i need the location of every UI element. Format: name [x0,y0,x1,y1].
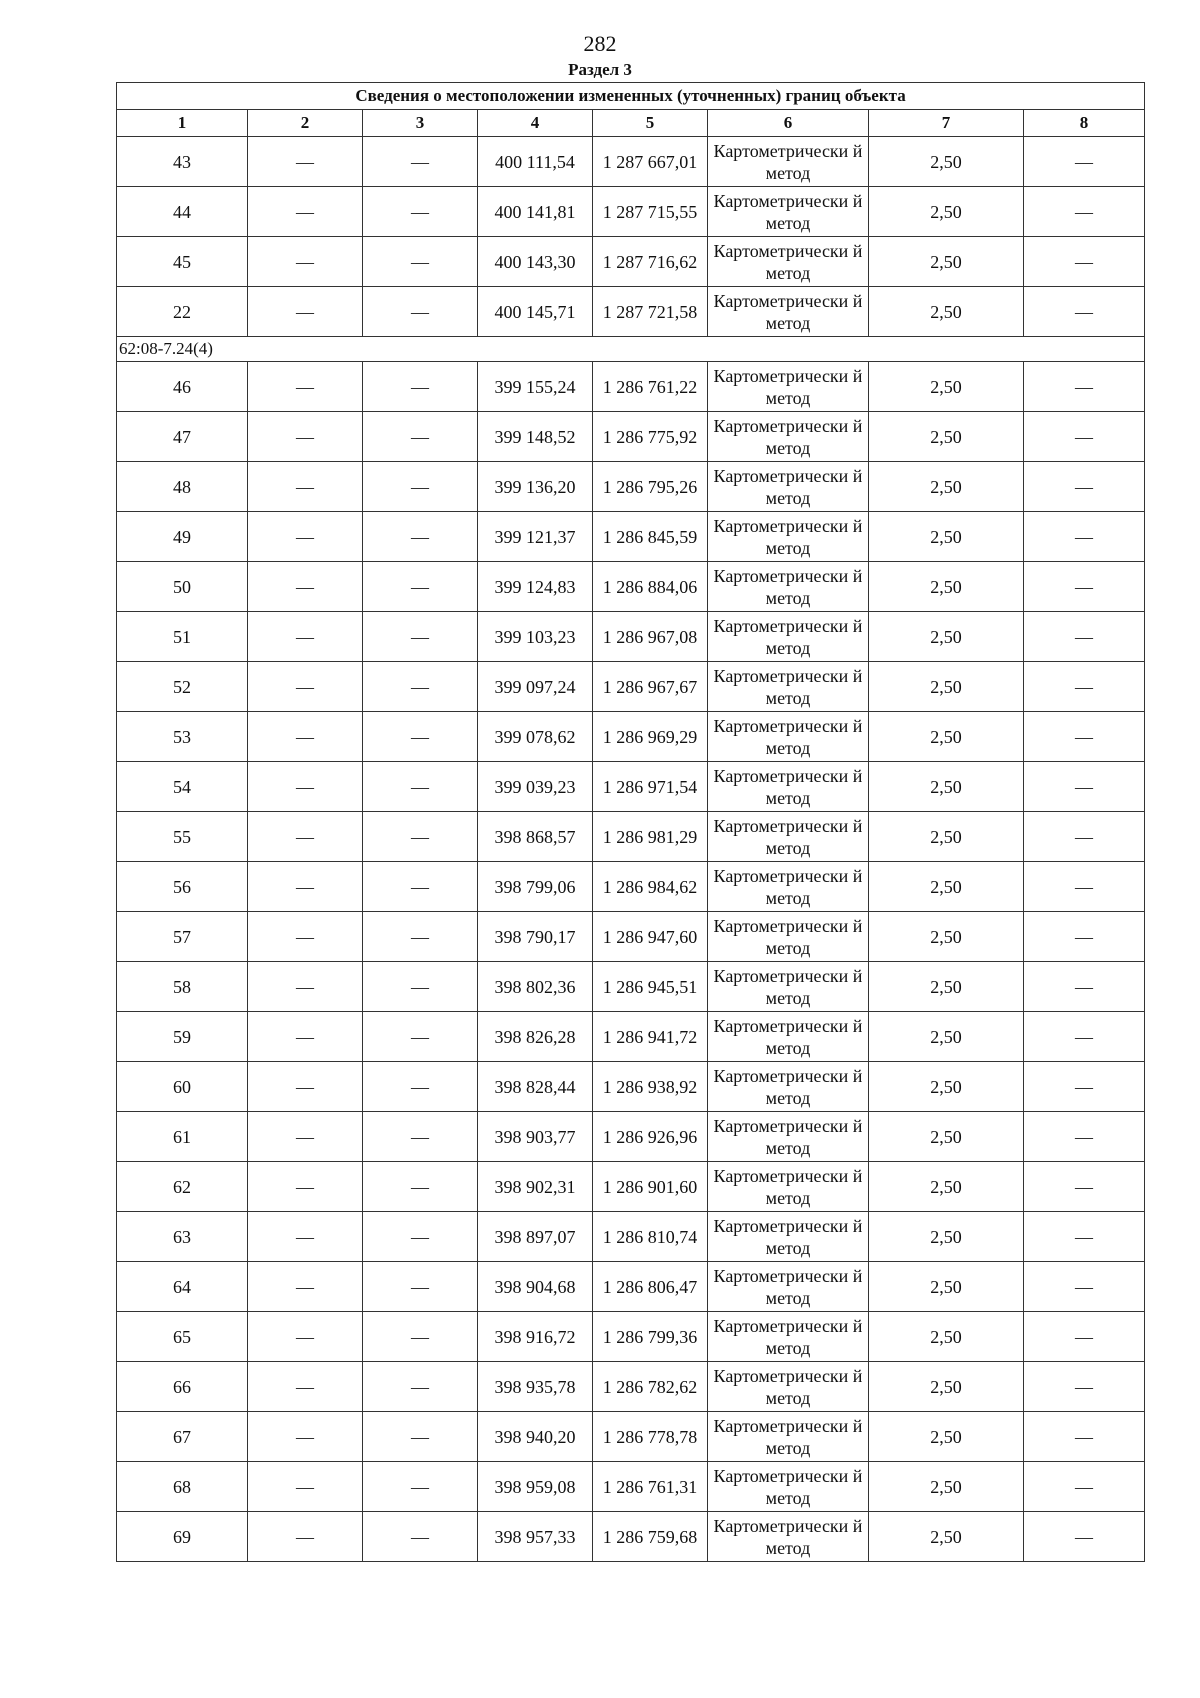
cell-col8: — [1024,662,1145,712]
accuracy: 2,50 [869,462,1024,512]
method: Картометрически й метод [708,612,869,662]
cell-col2: — [248,512,363,562]
accuracy: 2,50 [869,187,1024,237]
cell-col8: — [1024,1062,1145,1112]
coord-x: 398 868,57 [478,812,593,862]
cell-col8: — [1024,187,1145,237]
table-row [117,512,1145,562]
cell-col8: — [1024,512,1145,562]
method: Картометрически й метод [708,137,869,187]
accuracy: 2,50 [869,912,1024,962]
method: Картометрически й метод [708,1462,869,1512]
section-title: Раздел 3 [568,60,632,79]
cell-col3: — [363,287,478,337]
coord-x: 399 121,37 [478,512,593,562]
accuracy: 2,50 [869,237,1024,287]
cell-col3: — [363,912,478,962]
cell-col3: — [363,1162,478,1212]
cell-col2: — [248,362,363,412]
coord-x: 399 155,24 [478,362,593,412]
table-row [117,662,1145,712]
cell-col8: — [1024,762,1145,812]
method: Картометрически й метод [708,1512,869,1562]
point-number: 55 [117,812,248,862]
table-row [117,1412,1145,1462]
column-header: 7 [869,110,1024,137]
table-row [117,612,1145,662]
cell-col3: — [363,412,478,462]
cell-col3: — [363,562,478,612]
method: Картометрически й метод [708,412,869,462]
cell-col3: — [363,1212,478,1262]
coord-y: 1 286 806,47 [593,1262,708,1312]
accuracy: 2,50 [869,1012,1024,1062]
cell-col8: — [1024,1262,1145,1312]
method: Картометрически й метод [708,1062,869,1112]
method: Картометрически й метод [708,462,869,512]
coord-x: 399 039,23 [478,762,593,812]
point-number: 56 [117,862,248,912]
coord-y: 1 286 761,22 [593,362,708,412]
accuracy: 2,50 [869,1312,1024,1362]
coord-x: 399 097,24 [478,662,593,712]
cell-col2: — [248,762,363,812]
table-row [117,462,1145,512]
coord-x: 400 111,54 [478,137,593,187]
coord-x: 398 790,17 [478,912,593,962]
point-number: 47 [117,412,248,462]
coord-y: 1 286 778,78 [593,1412,708,1462]
method: Картометрически й метод [708,1312,869,1362]
accuracy: 2,50 [869,612,1024,662]
cell-col2: — [248,412,363,462]
table-caption: Сведения о местоположении измененных (уточненных) границ объекта [117,83,1145,110]
table-row [117,412,1145,462]
table-row [117,1012,1145,1062]
coord-x: 400 145,71 [478,287,593,337]
accuracy: 2,50 [869,812,1024,862]
coord-x: 398 957,33 [478,1512,593,1562]
column-header: 3 [363,110,478,137]
cell-col3: — [363,1512,478,1562]
point-number: 53 [117,712,248,762]
point-number: 22 [117,287,248,337]
cell-col8: — [1024,362,1145,412]
cell-col2: — [248,1462,363,1512]
cell-col2: — [248,912,363,962]
coord-y: 1 286 981,29 [593,812,708,862]
coord-x: 400 141,81 [478,187,593,237]
accuracy: 2,50 [869,1162,1024,1212]
column-header: 5 [593,110,708,137]
point-number: 67 [117,1412,248,1462]
coord-x: 398 802,36 [478,962,593,1012]
table-row [117,912,1145,962]
coord-x: 399 148,52 [478,412,593,462]
coord-y: 1 286 810,74 [593,1212,708,1262]
table-row [117,287,1145,337]
column-header: 6 [708,110,869,137]
point-number: 69 [117,1512,248,1562]
coord-y: 1 287 721,58 [593,287,708,337]
table-row [117,712,1145,762]
table-row [117,362,1145,412]
coord-y: 1 286 969,29 [593,712,708,762]
accuracy: 2,50 [869,287,1024,337]
method: Картометрически й метод [708,1112,869,1162]
cell-col8: — [1024,812,1145,862]
cell-col3: — [363,1262,478,1312]
method: Картометрически й метод [708,812,869,862]
point-number: 65 [117,1312,248,1362]
cell-col2: — [248,1112,363,1162]
cell-col8: — [1024,1162,1145,1212]
point-number: 59 [117,1012,248,1062]
coord-x: 398 935,78 [478,1362,593,1412]
cell-col3: — [363,1012,478,1062]
table-row [117,1162,1145,1212]
cell-col8: — [1024,1512,1145,1562]
table-row [117,1262,1145,1312]
coord-y: 1 286 759,68 [593,1512,708,1562]
point-number: 52 [117,662,248,712]
coord-x: 399 136,20 [478,462,593,512]
cell-col3: — [363,137,478,187]
cell-col3: — [363,962,478,1012]
table-row [117,1312,1145,1362]
method: Картометрически й метод [708,1162,869,1212]
cell-col8: — [1024,962,1145,1012]
cell-col3: — [363,512,478,562]
coord-x: 398 903,77 [478,1112,593,1162]
cell-col3: — [363,187,478,237]
cell-col8: — [1024,1312,1145,1362]
accuracy: 2,50 [869,662,1024,712]
table-caption-row [117,83,1145,110]
accuracy: 2,50 [869,1262,1024,1312]
coord-x: 400 143,30 [478,237,593,287]
cell-col3: — [363,1112,478,1162]
coord-y: 1 287 667,01 [593,137,708,187]
page-number: 282 [583,31,617,56]
accuracy: 2,50 [869,962,1024,1012]
accuracy: 2,50 [869,1062,1024,1112]
cell-col3: — [363,762,478,812]
cell-col8: — [1024,562,1145,612]
cell-col2: — [248,862,363,912]
cell-col2: — [248,1162,363,1212]
method: Картометрически й метод [708,1212,869,1262]
point-number: 66 [117,1362,248,1412]
coord-y: 1 286 926,96 [593,1112,708,1162]
group-label: 62:08-7.24(4) [117,337,1145,362]
coord-y: 1 286 941,72 [593,1012,708,1062]
cell-col2: — [248,1062,363,1112]
coord-x: 398 940,20 [478,1412,593,1462]
point-number: 44 [117,187,248,237]
point-number: 48 [117,462,248,512]
coord-x: 398 902,31 [478,1162,593,1212]
coord-y: 1 286 782,62 [593,1362,708,1412]
coord-x: 398 959,08 [478,1462,593,1512]
cell-col3: — [363,1312,478,1362]
method: Картометрически й метод [708,662,869,712]
coord-x: 398 828,44 [478,1062,593,1112]
accuracy: 2,50 [869,1462,1024,1512]
cell-col8: — [1024,1362,1145,1412]
column-header: 2 [248,110,363,137]
cell-col2: — [248,187,363,237]
method: Картометрически й метод [708,1412,869,1462]
cell-col2: — [248,1312,363,1362]
table-body [117,83,1145,1562]
method: Картометрически й метод [708,187,869,237]
coord-y: 1 287 716,62 [593,237,708,287]
point-number: 58 [117,962,248,1012]
accuracy: 2,50 [869,362,1024,412]
point-number: 49 [117,512,248,562]
method: Картометрически й метод [708,512,869,562]
table-row [117,237,1145,287]
coord-y: 1 286 938,92 [593,1062,708,1112]
accuracy: 2,50 [869,512,1024,562]
cell-col8: — [1024,287,1145,337]
cell-col2: — [248,1262,363,1312]
cell-col2: — [248,1412,363,1462]
accuracy: 2,50 [869,1412,1024,1462]
cell-col3: — [363,1362,478,1412]
point-number: 62 [117,1162,248,1212]
accuracy: 2,50 [869,712,1024,762]
coord-y: 1 286 901,60 [593,1162,708,1212]
coord-x: 399 103,23 [478,612,593,662]
group-row [117,337,1145,362]
accuracy: 2,50 [869,412,1024,462]
point-number: 51 [117,612,248,662]
coord-x: 398 904,68 [478,1262,593,1312]
point-number: 68 [117,1462,248,1512]
table-row [117,962,1145,1012]
cell-col8: — [1024,1112,1145,1162]
point-number: 45 [117,237,248,287]
cell-col3: — [363,1412,478,1462]
column-header: 8 [1024,110,1145,137]
coord-y: 1 286 984,62 [593,862,708,912]
table-row [117,1512,1145,1562]
accuracy: 2,50 [869,1362,1024,1412]
table-row [117,137,1145,187]
accuracy: 2,50 [869,562,1024,612]
cell-col8: — [1024,1012,1145,1062]
accuracy: 2,50 [869,1512,1024,1562]
point-number: 43 [117,137,248,187]
table-row [117,562,1145,612]
cell-col2: — [248,1212,363,1262]
method: Картометрически й метод [708,562,869,612]
method: Картометрически й метод [708,712,869,762]
cell-col3: — [363,612,478,662]
cell-col8: — [1024,1412,1145,1462]
point-number: 63 [117,1212,248,1262]
boundary-table [116,82,1145,1562]
coord-y: 1 286 971,54 [593,762,708,812]
point-number: 50 [117,562,248,612]
cell-col8: — [1024,137,1145,187]
cell-col2: — [248,137,363,187]
method: Картометрически й метод [708,237,869,287]
cell-col8: — [1024,462,1145,512]
method: Картометрически й метод [708,362,869,412]
coord-y: 1 286 884,06 [593,562,708,612]
table-row [117,862,1145,912]
method: Картометрически й метод [708,1262,869,1312]
point-number: 46 [117,362,248,412]
cell-col2: — [248,612,363,662]
cell-col2: — [248,462,363,512]
cell-col3: — [363,862,478,912]
cell-col3: — [363,1062,478,1112]
method: Картометрически й метод [708,1012,869,1062]
cell-col8: — [1024,1462,1145,1512]
coord-y: 1 286 945,51 [593,962,708,1012]
point-number: 64 [117,1262,248,1312]
accuracy: 2,50 [869,137,1024,187]
cell-col2: — [248,237,363,287]
cell-col2: — [248,287,363,337]
coord-y: 1 286 947,60 [593,912,708,962]
method: Картометрически й метод [708,762,869,812]
accuracy: 2,50 [869,1212,1024,1262]
cell-col3: — [363,237,478,287]
coord-y: 1 286 761,31 [593,1462,708,1512]
point-number: 60 [117,1062,248,1112]
coord-y: 1 286 967,67 [593,662,708,712]
coord-y: 1 286 795,26 [593,462,708,512]
cell-col3: — [363,812,478,862]
accuracy: 2,50 [869,1112,1024,1162]
method: Картометрически й метод [708,962,869,1012]
cell-col8: — [1024,712,1145,762]
cell-col8: — [1024,912,1145,962]
coord-x: 399 078,62 [478,712,593,762]
coord-y: 1 287 715,55 [593,187,708,237]
accuracy: 2,50 [869,862,1024,912]
cell-col2: — [248,562,363,612]
coord-x: 398 916,72 [478,1312,593,1362]
table-row [117,1462,1145,1512]
cell-col3: — [363,1462,478,1512]
point-number: 61 [117,1112,248,1162]
method: Картометрически й метод [708,912,869,962]
cell-col2: — [248,1012,363,1062]
table-row [117,187,1145,237]
cell-col3: — [363,362,478,412]
cell-col3: — [363,462,478,512]
coord-y: 1 286 775,92 [593,412,708,462]
cell-col2: — [248,1512,363,1562]
cell-col2: — [248,712,363,762]
coord-y: 1 286 967,08 [593,612,708,662]
coord-x: 398 826,28 [478,1012,593,1062]
method: Картометрически й метод [708,862,869,912]
table-row [117,1112,1145,1162]
cell-col2: — [248,962,363,1012]
cell-col8: — [1024,1212,1145,1262]
cell-col3: — [363,712,478,762]
column-header: 1 [117,110,248,137]
coord-x: 398 897,07 [478,1212,593,1262]
method: Картометрически й метод [708,1362,869,1412]
cell-col3: — [363,662,478,712]
cell-col8: — [1024,412,1145,462]
cell-col8: — [1024,612,1145,662]
accuracy: 2,50 [869,762,1024,812]
coord-y: 1 286 799,36 [593,1312,708,1362]
table-row [117,762,1145,812]
column-header: 4 [478,110,593,137]
cell-col2: — [248,1362,363,1412]
table-row [117,1212,1145,1262]
table-row [117,812,1145,862]
column-header-row [117,110,1145,137]
cell-col2: — [248,662,363,712]
point-number: 57 [117,912,248,962]
cell-col2: — [248,812,363,862]
cell-col8: — [1024,862,1145,912]
coord-x: 399 124,83 [478,562,593,612]
method: Картометрически й метод [708,287,869,337]
table-row [117,1362,1145,1412]
coord-x: 398 799,06 [478,862,593,912]
cell-col8: — [1024,237,1145,287]
point-number: 54 [117,762,248,812]
coord-y: 1 286 845,59 [593,512,708,562]
table-row [117,1062,1145,1112]
